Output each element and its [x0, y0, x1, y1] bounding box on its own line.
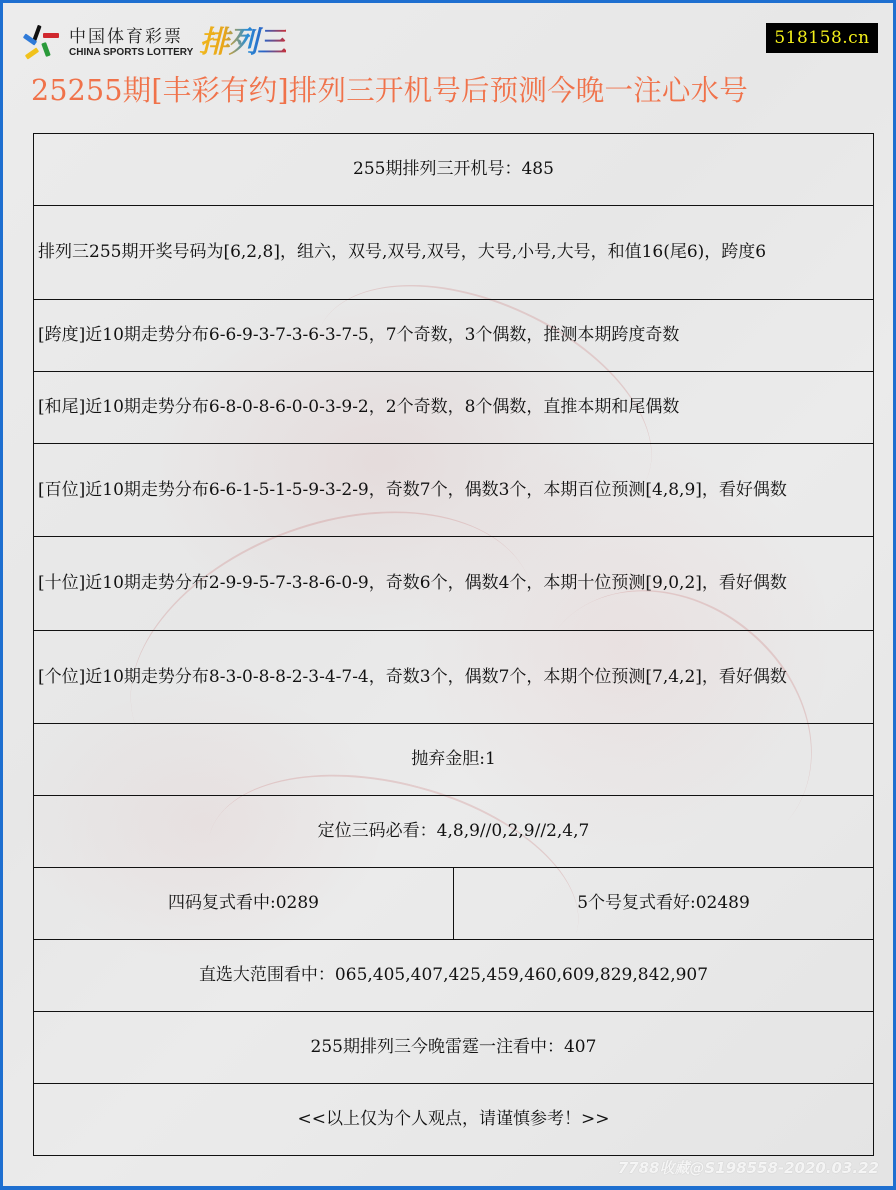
four-code-cell: 四码复式看中:0289 [34, 868, 454, 940]
lottery-star-icon [21, 23, 63, 63]
table-row [34, 300, 874, 372]
logo-english-text: CHINA SPORTS LOTTERY [69, 47, 194, 58]
units-trend-cell: [个位]近10期走势分布8-3-0-8-8-2-3-4-7-4，奇数3个，偶数7个，本期个位预测[7,4,2]，看好偶数 [34, 631, 874, 724]
draw-number-cell: 255期排列三开机号：485 [34, 134, 874, 206]
watermark: 7788收藏@S198558-2020.03.22 [617, 1159, 879, 1177]
hundreds-trend-cell: [百位]近10期走势分布6-6-1-5-1-5-9-3-2-9，奇数7个，偶数3个，本期百位预测[4,8,9]，看好偶数 [34, 444, 874, 537]
table-row [34, 444, 874, 537]
table-row [34, 868, 874, 940]
five-code-cell: 5个号复式看好:02489 [454, 868, 874, 940]
span-trend-cell: [跨度]近10期走势分布6-6-9-3-7-3-6-3-7-5，7个奇数，3个偶数，推测本期跨度奇数 [34, 300, 874, 372]
disclaimer-cell: <<以上仅为个人观点，请谨慎参考！>> [34, 1084, 874, 1156]
table-row [34, 940, 874, 1012]
prediction-table [33, 133, 874, 1156]
table-row [34, 372, 874, 444]
discard-number-cell: 抛弃金胆:1 [34, 724, 874, 796]
tens-trend-cell: [十位]近10期走势分布2-9-9-5-7-3-8-6-0-9，奇数6个，偶数4个，本期十位预测[9,0,2]，看好偶数 [34, 537, 874, 631]
table-row [34, 796, 874, 868]
draw-result-cell: 排列三255期开奖号码为[6,2,8]，组六，双号,双号,双号，大号,小号,大号，和值16(尾6)，跨度6 [34, 206, 874, 300]
page-title: 25255期[丰彩有约]排列三开机号后预测今晚一注心水号 [31, 74, 749, 107]
logo-chinese-text: 中国体育彩票 [69, 27, 183, 47]
site-badge: 518158.cn [766, 23, 878, 53]
direct-range-cell: 直选大范围看中：065,405,407,425,459,460,609,829,842,907 [34, 940, 874, 1012]
product-logo-text: 排列三 [199, 25, 287, 60]
position-picks-cell: 定位三码必看：4,8,9//0,2,9//2,4,7 [34, 796, 874, 868]
single-pick-cell: 255期排列三今晚雷霆一注看中：407 [34, 1012, 874, 1084]
table-row [34, 724, 874, 796]
table-row [34, 1084, 874, 1156]
table-row [34, 206, 874, 300]
table-row [34, 631, 874, 724]
sum-tail-trend-cell: [和尾]近10期走势分布6-8-0-8-6-0-0-3-9-2，2个奇数，8个偶数，直推本期和尾偶数 [34, 372, 874, 444]
lottery-logo [21, 23, 286, 63]
table-row [34, 134, 874, 206]
table-row [34, 537, 874, 631]
table-row [34, 1012, 874, 1084]
